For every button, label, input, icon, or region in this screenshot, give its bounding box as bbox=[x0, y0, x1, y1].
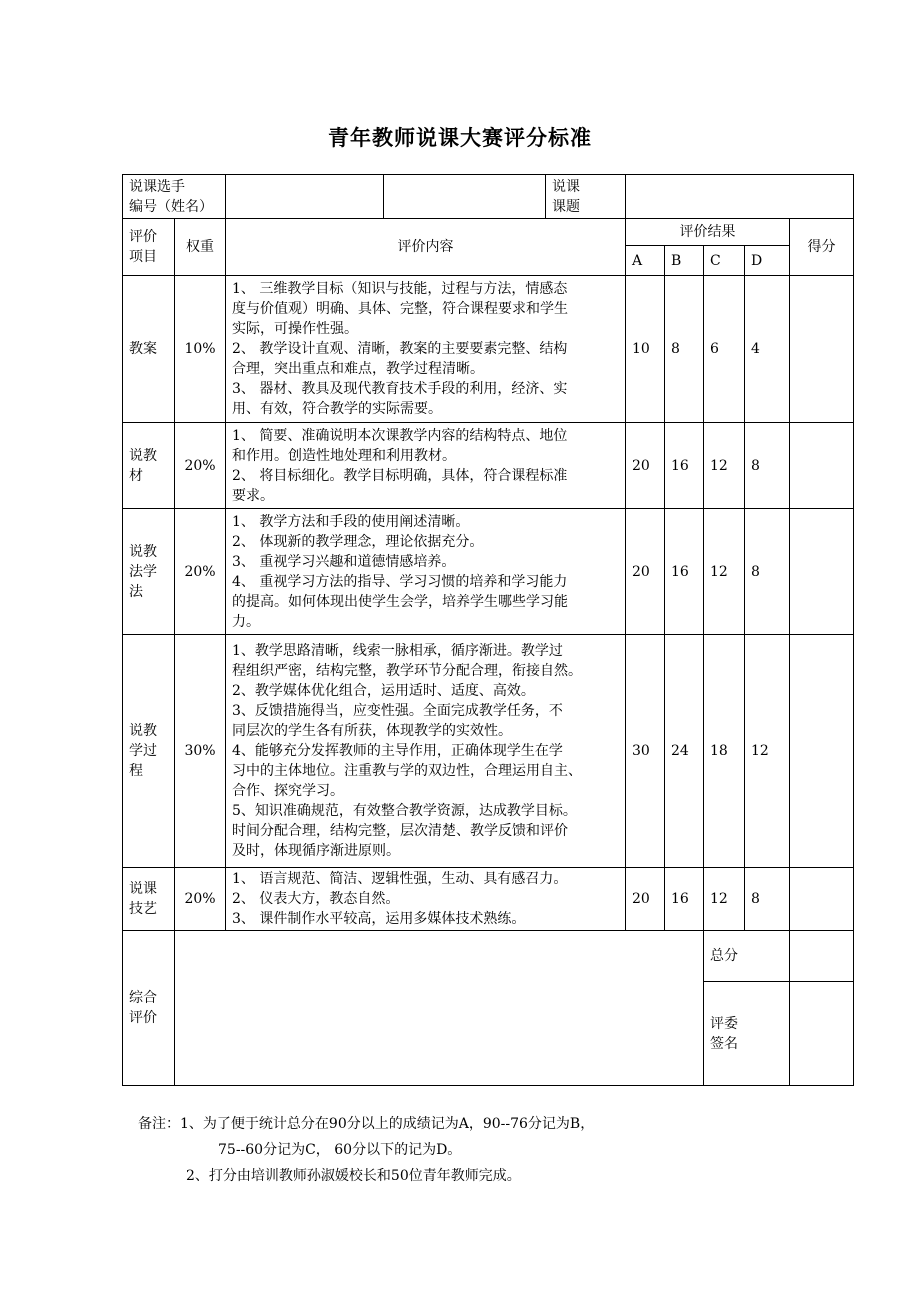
criteria-row bbox=[123, 276, 854, 423]
col-weight-header: 权重 bbox=[175, 219, 226, 276]
criteria-item bbox=[123, 276, 175, 423]
criteria-weight: 20% bbox=[175, 509, 226, 635]
note-line-3: 2、打分由培训教师孙淑媛校长和50位青年教师完成。 bbox=[186, 1168, 521, 1184]
total-label: 总分 bbox=[704, 931, 790, 982]
total-value[interactable] bbox=[790, 931, 854, 982]
criteria-item-line: 材 bbox=[129, 467, 143, 484]
criteria-content-line: 2、 将目标细化。教学目标明确，具体，符合课程标准 bbox=[232, 467, 568, 484]
criteria-item bbox=[123, 423, 175, 509]
contestant-value[interactable] bbox=[226, 175, 384, 219]
grade-score-b: 24 bbox=[665, 635, 704, 868]
criteria-content-line: 3、 重视学习兴趣和道德情感培养。 bbox=[232, 553, 456, 570]
criteria-content-line: 1、 三维教学目标（知识与技能，过程与方法，情感态 bbox=[232, 281, 568, 297]
grade-score-d: 8 bbox=[745, 868, 790, 931]
criteria-item-line: 法学 bbox=[129, 563, 157, 580]
criteria-content bbox=[226, 635, 626, 868]
criteria-row bbox=[123, 423, 854, 509]
topic-label-line2: 课题 bbox=[552, 198, 580, 215]
criteria-content-line: 用、有效，符合教学的实际需要。 bbox=[232, 401, 442, 417]
grade-score-b: 8 bbox=[665, 276, 704, 423]
judge-label bbox=[704, 982, 790, 1086]
criteria-content-line: 和作用。创造性地处理和利用教材。 bbox=[232, 447, 456, 464]
criteria-content-line: 习中的主体地位。注重教与学的双边性，合理运用自主、 bbox=[232, 763, 582, 779]
criteria-item-line: 技艺 bbox=[129, 901, 157, 917]
grade-score-d: 4 bbox=[745, 276, 790, 423]
grade-score-d: 8 bbox=[745, 509, 790, 635]
criteria-score-input[interactable] bbox=[790, 635, 854, 868]
grade-score-b: 16 bbox=[665, 509, 704, 635]
criteria-content-line: 要求。 bbox=[232, 487, 274, 504]
criteria-item bbox=[123, 635, 175, 868]
criteria-row bbox=[123, 509, 854, 635]
criteria-content-line: 2、 体现新的教学理念，理论依据充分。 bbox=[232, 533, 484, 550]
criteria-item bbox=[123, 509, 175, 635]
criteria-row bbox=[123, 868, 854, 931]
judge-label-line1: 评委 bbox=[710, 1015, 738, 1032]
grade-score-d: 8 bbox=[745, 423, 790, 509]
grade-score-a: 20 bbox=[626, 868, 665, 931]
criteria-content-line: 2、 仪表大方，教态自然。 bbox=[232, 891, 400, 907]
grade-score-c: 18 bbox=[704, 635, 745, 868]
col-score-header: 得分 bbox=[790, 219, 854, 276]
criteria-item-line: 程 bbox=[129, 763, 143, 779]
contestant-label-line1: 说课选手 bbox=[129, 178, 185, 195]
criteria-item-line: 法 bbox=[129, 583, 143, 600]
criteria-item-line: 说教 bbox=[129, 543, 157, 560]
judge-label-line2: 签名 bbox=[710, 1035, 738, 1052]
note-line-1: 备注：1、为了便于统计总分在90分以上的成绩记为A，90--76分记为B， bbox=[138, 1116, 595, 1132]
criteria-item-line: 说课 bbox=[129, 881, 157, 897]
col-item-header bbox=[123, 219, 175, 276]
col-item-line1: 评价 bbox=[129, 229, 157, 245]
criteria-item-line: 学过 bbox=[129, 743, 157, 759]
criteria-content-line: 3、反馈措施得当，应变性强。全面完成教学任务，不 bbox=[232, 703, 563, 719]
criteria-content-line: 力。 bbox=[232, 613, 260, 630]
grade-score-a: 30 bbox=[626, 635, 665, 868]
criteria-content-line: 合作、探究学习。 bbox=[232, 783, 344, 799]
page-title: 青年教师说课大赛评分标准 bbox=[328, 126, 592, 150]
criteria-content bbox=[226, 423, 626, 509]
criteria-content-line: 实际，可操作性强。 bbox=[232, 321, 358, 337]
criteria-item-line: 说教 bbox=[129, 723, 157, 739]
criteria-weight: 20% bbox=[175, 868, 226, 931]
overall-comment[interactable] bbox=[175, 931, 704, 1086]
criteria-content-line: 3、 课件制作水平较高，运用多媒体技术熟练。 bbox=[232, 911, 526, 927]
criteria-content-line: 的提高。如何体现出使学生会学，培养学生哪些学习能 bbox=[232, 593, 568, 610]
grade-c-header: C bbox=[704, 246, 745, 276]
criteria-score-input[interactable] bbox=[790, 276, 854, 423]
col-content-header: 评价内容 bbox=[226, 219, 626, 276]
topic-label-line1: 说课 bbox=[552, 178, 580, 195]
grade-score-c: 12 bbox=[704, 423, 745, 509]
criteria-content bbox=[226, 509, 626, 635]
grade-score-c: 12 bbox=[704, 509, 745, 635]
grade-a-header: A bbox=[626, 246, 665, 276]
criteria-content bbox=[226, 276, 626, 423]
criteria-score-input[interactable] bbox=[790, 423, 854, 509]
overall-label-line2: 评价 bbox=[129, 1010, 157, 1026]
topic-value[interactable] bbox=[626, 175, 854, 219]
grade-d-header: D bbox=[745, 246, 790, 276]
notes bbox=[138, 1111, 594, 1189]
grade-score-c: 6 bbox=[704, 276, 745, 423]
col-result-header: 评价结果 bbox=[626, 219, 790, 246]
criteria-item bbox=[123, 868, 175, 931]
criteria-content-line: 2、 教学设计直观、清晰，教案的主要要素完整、结构 bbox=[232, 341, 568, 357]
criteria-content-line: 时间分配合理，结构完整，层次清楚、教学反馈和评价 bbox=[232, 823, 568, 839]
criteria-item-line: 教案 bbox=[129, 341, 157, 357]
judge-signature[interactable] bbox=[790, 982, 854, 1086]
criteria-content-line: 合理，突出重点和难点，教学过程清晰。 bbox=[232, 361, 484, 377]
criteria-weight: 10% bbox=[175, 276, 226, 423]
criteria-weight: 30% bbox=[175, 635, 226, 868]
grade-score-a: 10 bbox=[626, 276, 665, 423]
criteria-content-line: 1、 语言规范、简洁、逻辑性强，生动、具有感召力。 bbox=[232, 871, 568, 887]
grade-score-a: 20 bbox=[626, 509, 665, 635]
criteria-weight: 20% bbox=[175, 423, 226, 509]
grade-score-c: 12 bbox=[704, 868, 745, 931]
note-line-2: 75--60分记为C， 60分以下的记为D。 bbox=[218, 1142, 462, 1158]
criteria-content bbox=[226, 868, 626, 931]
contestant-label bbox=[123, 175, 226, 219]
criteria-content-line: 5、知识准确规范，有效整合教学资源，达成教学目标。 bbox=[232, 803, 577, 819]
grade-b-header: B bbox=[665, 246, 704, 276]
topic-label bbox=[546, 175, 626, 219]
criteria-content-line: 2、教学媒体优化组合，运用适时、适度、高效。 bbox=[232, 683, 535, 699]
criteria-score-input[interactable] bbox=[790, 509, 854, 635]
overall-label-line1: 综合 bbox=[129, 990, 157, 1006]
criteria-content-line: 及时，体现循序渐进原则。 bbox=[232, 843, 400, 859]
criteria-content-line: 4、 重视学习方法的指导、学习习惯的培养和学习能力 bbox=[232, 573, 568, 590]
criteria-content-line: 度与价值观）明确、具体、完整，符合课程要求和学生 bbox=[232, 301, 568, 317]
grade-score-d: 12 bbox=[745, 635, 790, 868]
col-item-line2: 项目 bbox=[129, 249, 157, 265]
criteria-content-line: 1、教学思路清晰，线索一脉相承，循序渐进。教学过 bbox=[232, 643, 563, 659]
criteria-content-line: 程组织严密，结构完整，教学环节分配合理，衔接自然。 bbox=[232, 663, 582, 679]
grade-score-b: 16 bbox=[665, 868, 704, 931]
criteria-content-line: 3、 器材、教具及现代教育技术手段的利用，经济、实 bbox=[232, 381, 568, 397]
criteria-content-line: 4、能够充分发挥教师的主导作用，正确体现学生在学 bbox=[232, 743, 563, 759]
criteria-content-line: 同层次的学生各有所获，体现教学的实效性。 bbox=[232, 723, 512, 739]
criteria-item-line: 说教 bbox=[129, 447, 157, 464]
scoring-table bbox=[122, 174, 854, 1086]
contestant-label-line2: 编号（姓名） bbox=[129, 198, 213, 215]
criteria-score-input[interactable] bbox=[790, 868, 854, 931]
grade-score-a: 20 bbox=[626, 423, 665, 509]
grade-score-b: 16 bbox=[665, 423, 704, 509]
overall-label bbox=[123, 931, 175, 1086]
criteria-content-line: 1、 简要、准确说明本次课教学内容的结构特点、地位 bbox=[232, 427, 568, 444]
criteria-content-line: 1、 教学方法和手段的使用阐述清晰。 bbox=[232, 513, 470, 530]
criteria-row bbox=[123, 635, 854, 868]
